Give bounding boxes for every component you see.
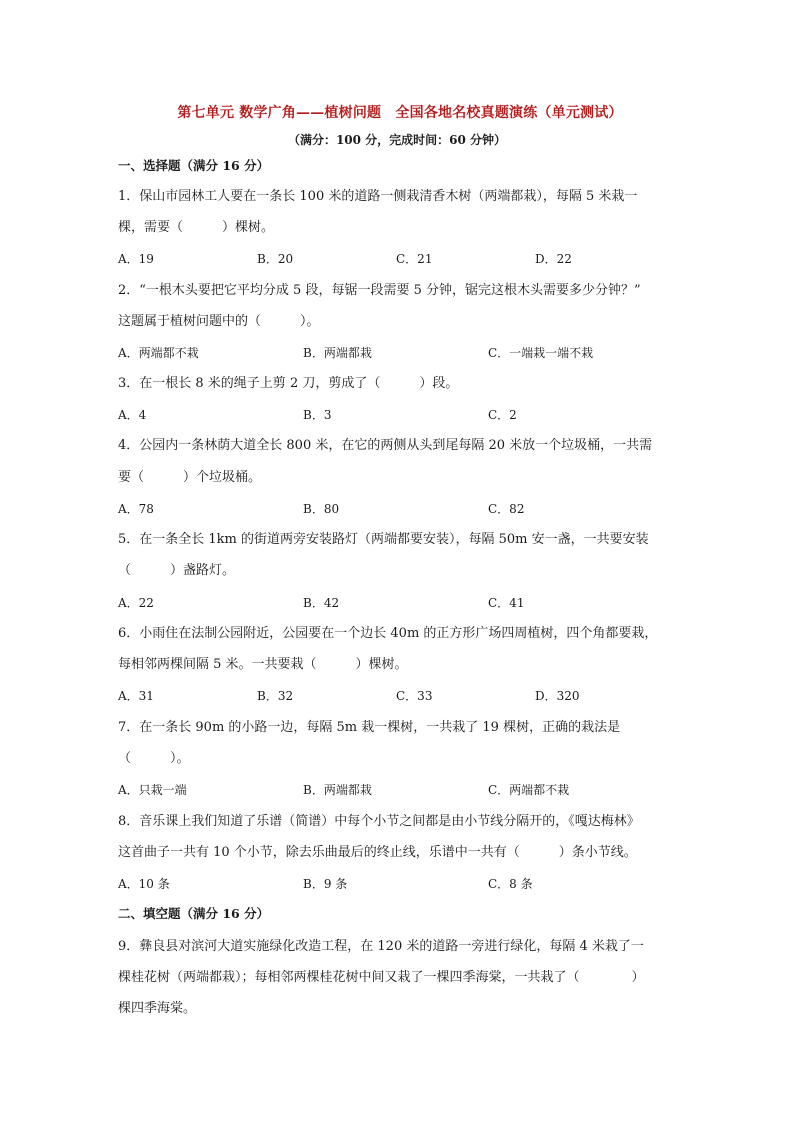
question-text: 这题属于植树问题中的（ ）。: [118, 314, 320, 329]
option-a: A．两端都不栽: [118, 346, 199, 360]
question-text: （ ）。: [118, 751, 190, 766]
option-b: B．两端都栽: [303, 346, 372, 360]
option-a: A．只栽一端: [118, 783, 187, 797]
question-text: 9．彝良县对滨河大道实施绿化改造工程，在 120 米的道路一旁进行绿化，每隔 4 米栽了一: [118, 939, 644, 954]
option-c: C．2: [488, 408, 517, 422]
question-text: 要（ ）个垃圾桶。: [118, 470, 262, 485]
option-a: A．31: [118, 689, 154, 703]
option-a: A．22: [118, 596, 154, 610]
question-text: （ ）盏路灯。: [118, 563, 236, 578]
question-text: 2．“一根木头要把它平均分成 5 段，每锯一段需要 5 分钟，锯完这根木头需要多少分钟？”: [118, 283, 641, 298]
option-c: C．8 条: [488, 877, 533, 891]
question-text: 这首曲子一共有 10 个小节，除去乐曲最后的终止线，乐谱中一共有（ ）条小节线。: [118, 845, 637, 860]
question-text: 棵四季海棠。: [118, 1001, 197, 1016]
option-c: C．82: [488, 502, 525, 516]
question-text: 棵，需要（ ）棵树。: [118, 220, 275, 235]
option-d: D．22: [535, 252, 572, 266]
option-d: D．320: [535, 689, 580, 703]
option-b: B．42: [303, 596, 340, 610]
option-b: B．两端都栽: [303, 783, 372, 797]
option-a: A．10 条: [118, 877, 170, 891]
option-c: C．21: [396, 252, 433, 266]
section-heading: 一、选择题（满分 16 分）: [118, 158, 270, 173]
page-title: 第七单元 数学广角——植树问题 全国各地名校真题演练（单元测试）: [177, 105, 623, 121]
question-text: 6．小雨住在法制公园附近，公园要在一个边长 40m 的正方形广场四周植树，四个角都要栽，: [118, 626, 658, 641]
question-text: 7．在一条长 90m 的小路一边，每隔 5m 栽一棵树，一共栽了 19 棵树，正确的栽法是: [118, 720, 621, 735]
question-text: 3．在一根长 8 米的绳子上剪 2 刀，剪成了（ ）段。: [118, 376, 459, 391]
question-text: 5．在一条全长 1km 的街道两旁安装路灯（两端都要安装），每隔 50m 安一盏，一共要安装: [118, 532, 649, 547]
option-c: C．41: [488, 596, 525, 610]
question-text: 每相邻两棵间隔 5 米。一共要栽（ ）棵树。: [118, 657, 408, 672]
option-b: B．80: [303, 502, 340, 516]
question-text: 8．音乐课上我们知道了乐谱（简谱）中每个小节之间都是由小节线分隔开的，《嘎达梅林》: [118, 814, 640, 829]
option-b: B．20: [257, 252, 294, 266]
option-b: B．3: [303, 408, 332, 422]
question-text: 棵桂花树（两端都栽）；每相邻两棵桂花树中间又栽了一棵四季海棠，一共栽了（ ）: [118, 970, 645, 985]
question-text: 1．保山市园林工人要在一条长 100 米的道路一侧栽清香木树（两端都栽），每隔 5 米栽一: [118, 189, 638, 204]
option-b: B．32: [257, 689, 294, 703]
section-heading: 二、填空题（满分 16 分）: [118, 906, 270, 921]
option-c: C．一端栽一端不栽: [488, 346, 594, 360]
option-a: A．19: [118, 252, 154, 266]
option-a: A．78: [118, 502, 154, 516]
option-c: C．两端都不栽: [488, 783, 570, 797]
option-c: C．33: [396, 689, 433, 703]
option-a: A．4: [118, 408, 147, 422]
page-subtitle: （满分：100 分，完成时间：60 分钟）: [287, 133, 507, 147]
question-text: 4．公园内一条林荫大道全长 800 米，在它的两侧从头到尾每隔 20 米放一个垃圾桶，一共需: [118, 438, 653, 453]
option-b: B．9 条: [303, 877, 348, 891]
